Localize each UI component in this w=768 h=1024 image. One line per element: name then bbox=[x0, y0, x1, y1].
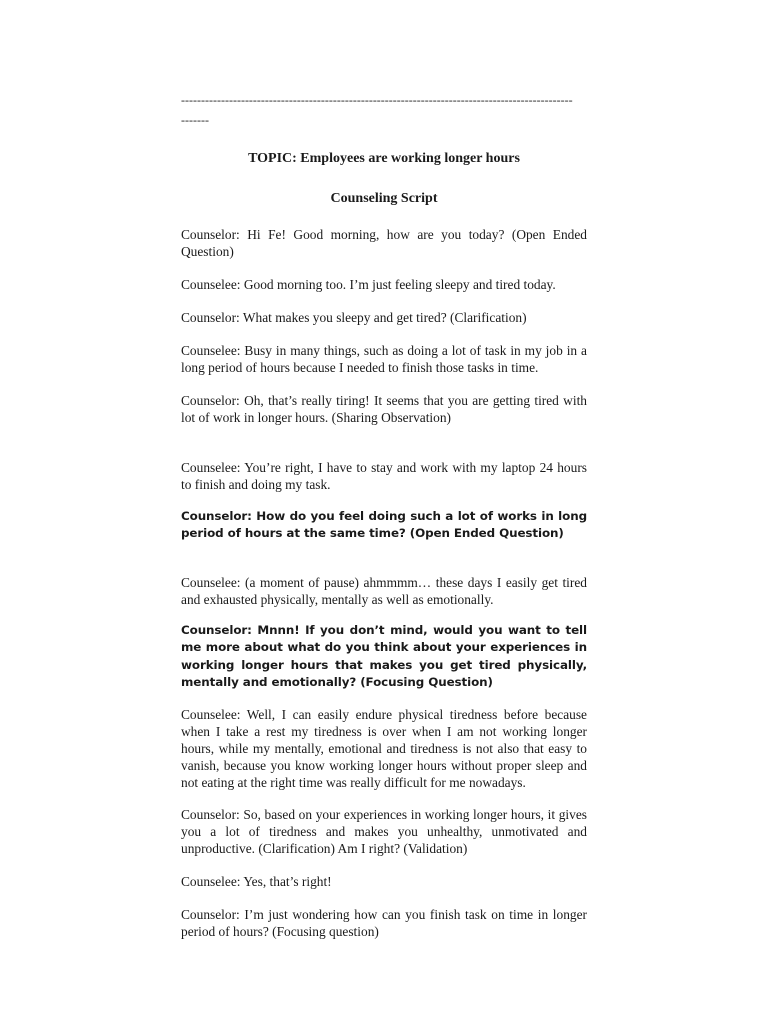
dialogue-line-4: Counselee: Busy in many things, such as doing a lot of task in my job in a long period of hours because I needed to finish those tasks in time. bbox=[181, 343, 587, 375]
topic-heading: TOPIC: Employees are working longer hours bbox=[248, 151, 520, 166]
dialogue-line-11: Counselor: So, based on your experiences in working longer hours, it gives you a lot of tiredness and makes you unhealthy, unmotivated and unproductive. (Clarification) Am I right? (Validation) bbox=[181, 807, 587, 857]
dialogue-line-10: Counselee: Well, I can easily endure physical tiredness before because when I take a rest my tiredness is over when I am not working longer hours, while my mentally, emotional and tiredness is not also that easy to vanish, because you know working longer hours without proper sleep and not eating at the right time was really difficult for me nowadays. bbox=[181, 707, 587, 791]
script-title: Counseling Script bbox=[330, 191, 438, 206]
dialogue-line-8: Counselee: (a moment of pause) ahmmmm… these days I easily get tired and exhausted physically, mentally as well as emotionally. bbox=[181, 574, 587, 607]
dialogue-line-2: Counselee: Good morning too. I’m just feeling sleepy and tired today. bbox=[181, 277, 556, 292]
dialogue-line-6: Counselee: You’re right, I have to stay and work with my laptop 24 hours to finish and doing my task. bbox=[181, 460, 587, 492]
dialogue-line-12: Counselee: Yes, that’s right! bbox=[181, 874, 332, 890]
divider-line-continuation: ------- bbox=[181, 113, 209, 127]
dialogue-line-9: Counselor: Mnnn! If you don’t mind, would you want to tell me more about what do you think about your experiences in working longer hours that makes you get tired physically, mentally and emotionally? (Focusing Question) bbox=[181, 622, 587, 690]
dialogue-line-7: Counselor: How do you feel doing such a lot of works in long period of hours at the same time? (Open Ended Question) bbox=[181, 509, 587, 541]
document-page bbox=[181, 92, 587, 940]
divider-line: -------------------------------------------------------------------------------------------------- bbox=[181, 93, 573, 107]
dialogue-line-3: Counselor: What makes you sleepy and get tired? (Clarification) bbox=[181, 310, 527, 325]
dialogue-line-5: Counselor: Oh, that’s really tiring! It seems that you are getting tired with lot of work in longer hours. (Sharing Observation) bbox=[181, 393, 587, 425]
dialogue-line-1: Counselor: Hi Fe! Good morning, how are you today? (Open Ended Question) bbox=[181, 227, 587, 259]
dialogue-line-13: Counselor: I’m just wondering how can you finish task on time in longer period of hours? (Focusing question) bbox=[181, 907, 587, 940]
